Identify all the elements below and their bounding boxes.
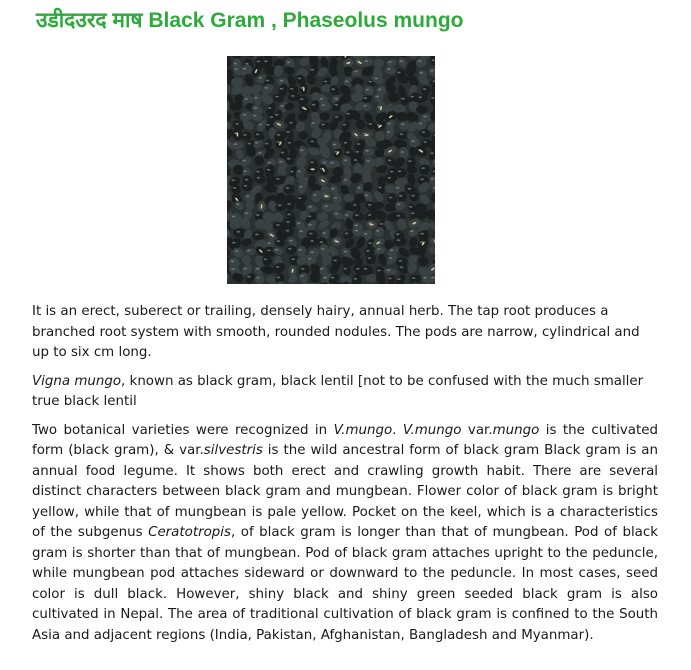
seed-highlight [388,160,392,162]
seed-highlight [278,204,282,206]
seed-highlight [299,230,303,232]
seed-highlight [297,223,301,225]
seed-highlight [286,187,290,189]
seed-highlight [231,179,235,181]
seed-highlight [368,214,372,216]
seed-highlight [399,60,403,62]
seed-highlight [287,203,291,205]
seed-highlight [320,241,324,243]
seed-highlight [333,260,337,262]
seed-highlight [335,116,339,118]
seed-highlight [286,221,290,223]
seed-highlight [387,269,391,271]
seed-highlight [401,98,405,100]
seed-highlight [366,250,370,252]
seed-highlight [288,142,292,144]
seed-highlight [344,179,348,181]
seed-highlight [344,251,348,253]
seed-highlight [368,242,372,244]
seed-highlight [259,124,263,126]
seed-highlight [365,150,369,152]
seed-highlight [297,171,301,173]
seed-highlight [345,214,349,216]
seed-highlight [334,197,338,199]
seed-highlight [423,141,427,143]
seed-highlight [257,177,261,179]
seed-highlight [267,242,271,244]
seed-highlight [354,71,358,73]
seed-highlight [245,212,249,214]
seed-highlight [397,72,401,74]
seed-highlight [333,144,337,146]
seed-highlight [353,204,357,206]
seed-highlight [256,171,260,173]
seed-highlight [355,224,359,226]
seed-highlight [430,152,434,154]
seed-highlight [246,196,250,198]
seed-highlight [420,72,424,74]
seed-highlight [344,142,348,144]
seed-highlight [419,96,423,98]
seed-highlight [369,81,373,83]
seed-highlight [289,240,293,242]
seed-highlight [291,258,295,260]
seed-highlight [399,260,403,262]
seed-highlight [256,277,260,279]
botanical-varieties-paragraph: Two botanical varieties were recognized in V.mungo. V.mungo var.mungo is the cultivated form (black gram), & var.silvestris is the wild ancestral form of black gram Black gram is an annual food legume. It shows both erect and crawling growth habit. There are several distinct characters between black gram and mungbean. Flower color of black gram is bright yellow, while that of mungbean is pale yellow. Pocket on the keel, which is a characteristics of the subgenus Ceratotropis, of black gram is longer than that of mungbean. Pod of black gram is shorter than that of mungbean. Pod of black gram attaches upright to the peduncle, while mungbean pod attaches sideward or downward to the peduncle. In most cases, seed color is dull black. However, shiny black and shiny green seeded black gram is also cultivated in Nepal. The area of traditional cultivation of black gram is confined to the South Asia and adjacent regions (India, Pakistan, Afghanistan, Bangladesh and Myanmar). [32,422,658,643]
seed-highlight [280,105,284,107]
seed-highlight [255,234,259,236]
seed-highlight [257,60,261,62]
seed-highlight [378,89,382,91]
seed-highlight [254,97,258,99]
seed-highlight [431,97,435,99]
seed-highlight [236,203,240,205]
seed-highlight [231,260,235,262]
seed-highlight [234,63,238,65]
seed-highlight [310,161,314,163]
seed-highlight [264,60,268,62]
seed-highlight [423,116,427,118]
seed-highlight [320,268,324,270]
seed-highlight [423,277,427,279]
seed-highlight [264,258,268,260]
seed-highlight [418,60,422,62]
seed-highlight [396,187,400,189]
seed-highlight [313,194,317,196]
seed-highlight [346,151,350,153]
seed-highlight [432,59,436,61]
seed-highlight [245,179,249,181]
seed-highlight [411,140,415,142]
seed-highlight [420,178,424,180]
seed-highlight [237,231,241,233]
seed-highlight [400,133,404,135]
seed-highlight [231,268,235,270]
seed-highlight [310,141,314,143]
seed-highlight [277,240,281,242]
seed-highlight [299,186,303,188]
seed-highlight [288,248,292,250]
seed-highlight [308,215,312,217]
seed-highlight [420,233,424,235]
seed-highlight [300,98,304,100]
seed-highlight [321,124,325,126]
seed-highlight [243,134,247,136]
seed-highlight [281,152,285,154]
article-body [32,302,658,654]
seed-highlight [287,61,291,63]
seed-highlight [346,113,350,115]
black-gram-seeds-image [227,56,435,284]
seed-highlight [242,160,246,162]
seed-highlight [421,167,425,169]
seed-highlight [366,89,370,91]
seed-highlight [275,96,279,98]
seed-highlight [344,268,348,270]
seed-highlight [411,212,415,214]
seed-highlight [397,215,401,217]
seed-highlight [397,278,401,280]
seed-highlight [248,143,252,145]
seed-highlight [331,188,335,190]
seed-highlight [256,134,260,136]
seed-highlight [397,203,401,205]
seed-highlight [345,80,349,82]
seed-highlight [396,233,400,235]
seed-highlight [354,278,358,280]
seed-highlight [376,96,380,98]
seed-highlight [390,249,394,251]
seed-highlight [377,248,381,250]
seed-highlight [267,250,271,252]
seed-highlight [309,233,313,235]
seed-highlight [322,232,326,234]
seed-highlight [344,159,348,161]
seed-highlight [301,268,305,270]
seed-highlight [430,70,434,72]
seed-highlight [247,276,251,278]
seed [298,131,308,139]
seed-highlight [355,230,359,232]
seed-highlight [368,204,372,206]
seed-highlight [330,162,334,164]
seed-highlight [300,149,304,151]
seed-highlight [312,122,316,124]
seed-highlight [266,124,270,126]
seed-highlight [388,61,392,63]
seed [255,155,264,166]
seed-highlight [243,68,247,70]
seed-highlight [357,187,361,189]
seed-highlight [335,104,339,106]
seed-highlight [323,277,327,279]
seed-highlight [387,68,391,70]
description-paragraph: It is an erect, suberect or trailing, densely hairy, annual herb. The tap root produces a branched root system with smooth, rounded nodules. The pods are narrow, cylindrical and up to six cm long. [32,304,640,360]
seed-highlight [289,122,293,124]
seed-highlight [232,216,236,218]
seed-highlight [256,214,260,216]
seed-highlight [233,187,237,189]
seed-highlight [366,160,370,162]
seed-highlight [411,195,415,197]
seed-highlight [354,159,358,161]
seed-highlight [345,233,349,235]
seed-highlight [363,105,367,107]
seed-highlight [243,114,247,116]
seed-highlight [374,78,378,80]
seed-highlight [270,116,274,118]
seed-highlight [331,88,335,90]
seed-highlight [320,98,324,100]
seed-highlight [401,151,405,153]
seed-highlight [408,188,412,190]
seed-highlight [280,80,284,82]
seed-highlight [410,230,414,232]
seed-highlight [266,80,270,82]
seed-highlight [364,233,368,235]
seed-highlight [401,123,405,125]
seed-highlight [279,161,283,163]
seed-highlight [389,257,393,259]
seed-highlight [377,270,381,272]
seed-highlight [412,277,416,279]
seed-highlight [369,123,373,125]
seed-highlight [364,268,368,270]
seed-highlight [376,230,380,232]
seed-highlight [258,152,262,154]
seed-highlight [244,185,248,187]
seed-highlight [408,160,412,162]
seed-highlight [243,170,247,172]
seed-highlight [275,249,279,251]
seed-highlight [234,143,238,145]
seed-highlight [312,104,316,106]
seed-highlight [388,278,392,280]
page-title: उडीदउरद माष Black Gram , Phaseolus mungo [36,9,464,32]
seed-highlight [245,98,249,100]
seed-highlight [258,77,262,79]
seed-highlight [235,250,239,252]
seed-highlight [400,266,404,268]
seed-highlight [277,277,281,279]
seed-highlight [308,258,312,260]
seed-highlight [331,277,335,279]
seed [278,165,286,177]
seed-highlight [324,81,328,83]
seed-highlight [276,224,280,226]
seed-highlight [265,87,269,89]
seed-highlight [389,197,393,199]
seed-highlight [244,268,248,270]
seed-highlight [357,143,361,145]
seed-highlight [280,88,284,90]
seed-highlight [287,214,291,216]
seed-highlight [364,60,368,62]
seed-highlight [290,88,294,90]
seed-highlight [398,170,402,172]
seed-highlight [310,240,314,242]
seed-highlight [364,97,368,99]
seed-highlight [268,107,272,109]
seed-highlight [355,151,359,153]
seed-highlight [378,187,382,189]
seed-highlight [298,249,302,251]
vigna-mungo-paragraph: Vigna mungo, known as black gram, black lentil [not to be confused with the much smaller true black lentil [32,373,644,409]
seed-highlight [255,142,259,144]
seed-highlight [277,134,281,136]
seed-highlight [287,158,291,160]
seed-highlight [276,178,280,180]
seed-highlight [298,197,302,199]
seed-highlight [390,171,394,173]
seed-highlight [388,177,392,179]
seed-highlight [268,162,272,164]
seed-highlight [365,195,369,197]
seed-highlight [247,250,251,252]
seed-highlight [232,242,236,244]
seed-highlight [355,214,359,216]
seed-highlight [324,205,328,207]
seed-highlight [235,123,239,125]
seed-highlight [343,124,347,126]
scientific-name: Vigna mungo [32,373,122,389]
seed-highlight [265,143,269,145]
seed-highlight [290,171,294,173]
seed-highlight [335,98,339,100]
seed-highlight [310,251,314,253]
seed-highlight [298,78,302,80]
seed-highlight [286,230,290,232]
seed-highlight [431,178,435,180]
seed-highlight [431,277,435,279]
seed-highlight [380,223,384,225]
seed-highlight [300,275,304,277]
seed-highlight [234,68,238,70]
seed-highlight [275,114,279,116]
seed-highlight [254,107,258,109]
seed-highlight [399,195,403,197]
seed-highlight [322,104,326,106]
seed-highlight [335,213,339,215]
seed-highlight [387,123,391,125]
seed-highlight [286,131,290,133]
seed-highlight [323,162,327,164]
seed-highlight [253,115,257,117]
seed-highlight [409,206,413,208]
seed-highlight [311,69,315,71]
seed-highlight [419,123,423,125]
seed-highlight [309,206,313,208]
seed-highlight [368,257,372,259]
seed-highlight [267,169,271,171]
seed-highlight [256,268,260,270]
seed-highlight [245,63,249,65]
seed-highlight [321,248,325,250]
seed-highlight [387,131,391,133]
seed-highlight [291,95,295,97]
seed-highlight [356,268,360,270]
seed-highlight [411,96,415,98]
seed-highlight [422,131,426,133]
seed-highlight [276,266,280,268]
seed-highlight [308,224,312,226]
seed-highlight [423,88,427,90]
seed-highlight [397,239,401,241]
